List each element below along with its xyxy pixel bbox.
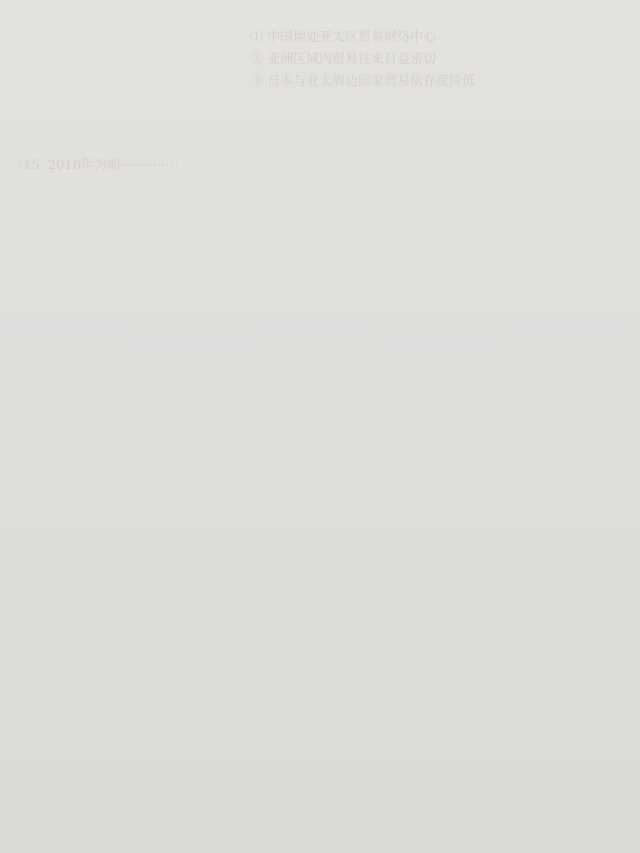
bleed-through-text: 〔15. 2016年为期·············〕 xyxy=(10,158,187,173)
bleed-through-text: ① 中国地处亚太区贸易网络中心 xyxy=(250,30,437,45)
bleed-through-text: ③ 日本与亚太周边国家贸易依存度降低 xyxy=(250,74,476,89)
bleed-through-text: ② 亚洲区域内贸易往来日益密切 xyxy=(250,52,437,67)
